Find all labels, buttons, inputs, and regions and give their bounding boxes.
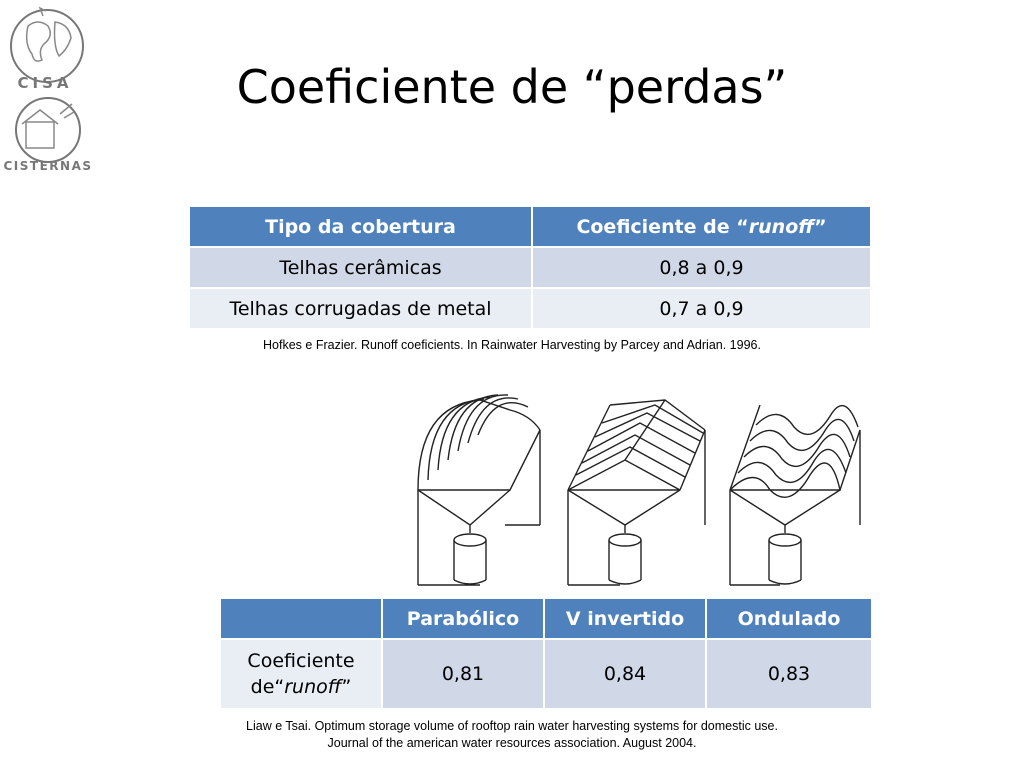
header-roof-type: Tipo da cobertura xyxy=(189,206,532,247)
roof-shape-coefficient-table xyxy=(219,597,873,710)
table-row xyxy=(189,247,871,288)
citation-table2: Liaw e Tsai. Optimum storage volume of rooftop rain water harvesting systems for domestic use. Journal of the american water resources association. August 2004. xyxy=(246,719,778,750)
parabolic-roof-icon xyxy=(418,395,540,585)
cell-coefficient: 0,7 a 0,9 xyxy=(532,288,871,329)
svg-text:CISA: CISA xyxy=(17,74,73,90)
table-row xyxy=(189,288,871,329)
roof-type-table xyxy=(188,205,872,330)
table-header-row xyxy=(220,598,872,639)
svg-text:CISTERNAS: CISTERNAS xyxy=(4,159,92,173)
citation-table1: Hofkes e Frazier. Runoff coeficients. In Rainwater Harvesting by Parcey and Adrian. 1996. xyxy=(263,338,761,352)
cell-roof-type: Telhas cerâmicas xyxy=(189,247,532,288)
header-parabolic: Parabólico xyxy=(382,598,544,639)
header-empty xyxy=(220,598,382,639)
cell-roof-type: Telhas corrugadas de metal xyxy=(189,288,532,329)
cell-coefficient: 0,8 a 0,9 xyxy=(532,247,871,288)
roof-shapes-illustration xyxy=(410,385,870,595)
table-row xyxy=(220,639,872,709)
cell-v-inverted-value: 0,84 xyxy=(544,639,706,709)
row-label-runoff-coefficient: Coeficiente de“runoff” xyxy=(220,639,382,709)
header-wavy: Ondulado xyxy=(706,598,872,639)
wavy-roof-icon xyxy=(730,405,860,585)
cell-parabolic-value: 0,81 xyxy=(382,639,544,709)
header-runoff-coefficient: Coeficiente de “runoff” xyxy=(532,206,871,247)
cell-wavy-value: 0,83 xyxy=(706,639,872,709)
v-inverted-roof-icon xyxy=(568,400,705,585)
slide-title: Coeficiente de “perdas” xyxy=(236,60,788,114)
header-v-inverted: V invertido xyxy=(544,598,706,639)
table-header-row xyxy=(189,206,871,247)
